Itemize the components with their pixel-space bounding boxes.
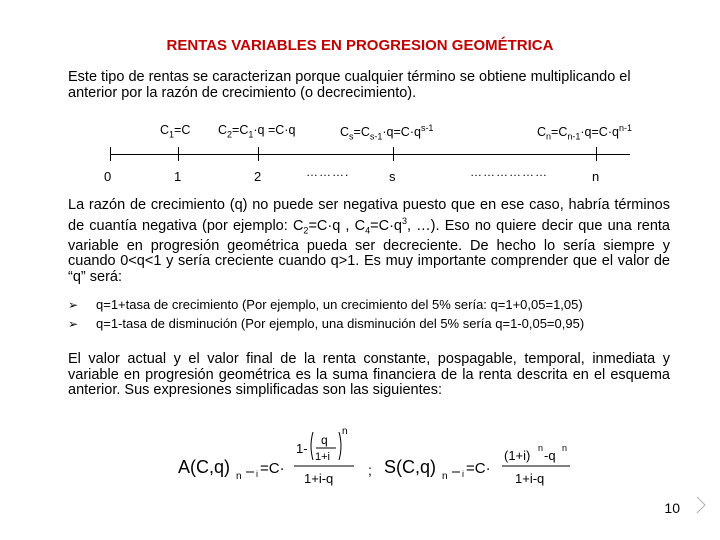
timeline-num-s: s bbox=[389, 169, 396, 184]
formula-a-paren-left bbox=[311, 432, 313, 460]
formula-s-sub-n: n bbox=[442, 471, 448, 482]
timeline-axis bbox=[110, 154, 630, 155]
formula-a-denominator: 1+i-q bbox=[304, 471, 334, 486]
timeline-tick-0 bbox=[110, 147, 111, 161]
timeline-tick-1 bbox=[178, 147, 179, 161]
formula-a-sub-n: n bbox=[236, 471, 242, 482]
page-number: 10 bbox=[664, 500, 680, 516]
formula-s-num-exp: n bbox=[538, 443, 544, 453]
bullet-text: q=1+tasa de crecimiento (Por ejemplo, un crecimiento del 5% sería: q=1+0,05=1,05) bbox=[96, 297, 583, 312]
arrow-bullet-icon: ➢ bbox=[68, 317, 79, 331]
razon-paragraph: La razón de crecimiento (q) no puede ser negativa puesto que en ese caso, habría términos de cuantía negativa (por ejemplo: $C_2=C\cdot q$ , $C_4=C\cdot q^3$, …). Eso no quiere decir que una renta variable en progresión geométrica pueda ser decreciente. De hecho lo sería siempre y cuando 0<q<1 y sería creciente cuando q>1. Es muy importante comprender que el valor de “q” será: bbox=[68, 197, 670, 285]
slide-corner-icon bbox=[696, 496, 706, 514]
formula-s-num-part2: -q bbox=[544, 448, 556, 463]
formulas bbox=[170, 420, 590, 500]
bullet-disminucion bbox=[68, 316, 584, 332]
formula-a-q: q bbox=[321, 433, 328, 447]
formula-s-sub-i: i bbox=[462, 469, 464, 479]
timeline-label-cs: $C_s=C_{s-1}\cdot q=C\cdot q^{s-1}$ bbox=[340, 123, 434, 142]
formula-a-paren-right bbox=[339, 432, 341, 460]
timeline-num-1: 1 bbox=[174, 169, 182, 184]
formula-a-lhs: A(C,q) bbox=[178, 457, 231, 477]
bullet-crecimiento bbox=[68, 297, 583, 313]
timeline-tick-s bbox=[393, 147, 394, 161]
timeline-dots-short: ………. bbox=[306, 165, 350, 179]
timeline-num-2: 2 bbox=[254, 169, 262, 184]
formula-a-eq: =C· bbox=[260, 460, 285, 477]
formula-s-lhs: S(C,q) bbox=[384, 457, 437, 477]
formula-s-num-part1: (1+i) bbox=[504, 448, 531, 463]
formula-a-sub-i: i bbox=[256, 469, 258, 479]
timeline-num-0: 0 bbox=[104, 169, 112, 184]
arrow-bullet-icon: ➢ bbox=[68, 298, 79, 312]
bullet-text: q=1-tasa de disminución (Por ejemplo, una disminución del 5% sería q=1-0,05=0,95) bbox=[96, 316, 585, 331]
formula-separator: ; bbox=[368, 462, 372, 478]
timeline-label-c2: $C_2=C_1\cdot q =C\cdot q$ bbox=[218, 123, 296, 140]
formula-s-eq: =C· bbox=[466, 460, 491, 477]
timeline-tick-2 bbox=[258, 147, 259, 161]
formula-a-exp-n: n bbox=[342, 426, 348, 437]
slide-title: RENTAS VARIABLES EN PROGRESION GEOMÉTRICA bbox=[166, 37, 554, 54]
timeline-dots-long: ……………… bbox=[470, 165, 548, 179]
intro-paragraph: Este tipo de rentas se caracterizan porque cualquier término se obtiene multiplicando el anterior por la razón de crecimiento (o decrecimiento). bbox=[68, 69, 631, 101]
formula-s-num-exp2: n bbox=[562, 443, 568, 453]
timeline-label-c1: $C_1=C$ bbox=[160, 123, 191, 140]
formula-a-one-plus-i: 1+i bbox=[315, 451, 330, 463]
timeline-num-n: n bbox=[592, 169, 600, 184]
valor-paragraph: El valor actual y el valor final de la renta constante, pospagable, temporal, inmediata y variable en progresión geométrica es la suma financiera de la renta descrita en el esquema anterior. Sus expresiones simplificadas son las siguientes: bbox=[68, 351, 670, 398]
timeline-tick-n bbox=[596, 147, 597, 161]
formula-s-denominator: 1+i-q bbox=[515, 471, 545, 486]
formula-a-one-minus: 1- bbox=[296, 441, 308, 456]
timeline-label-cn: $C_n=C_{n-1}\cdot q=C\cdot q^{n-1}$ bbox=[537, 123, 632, 142]
